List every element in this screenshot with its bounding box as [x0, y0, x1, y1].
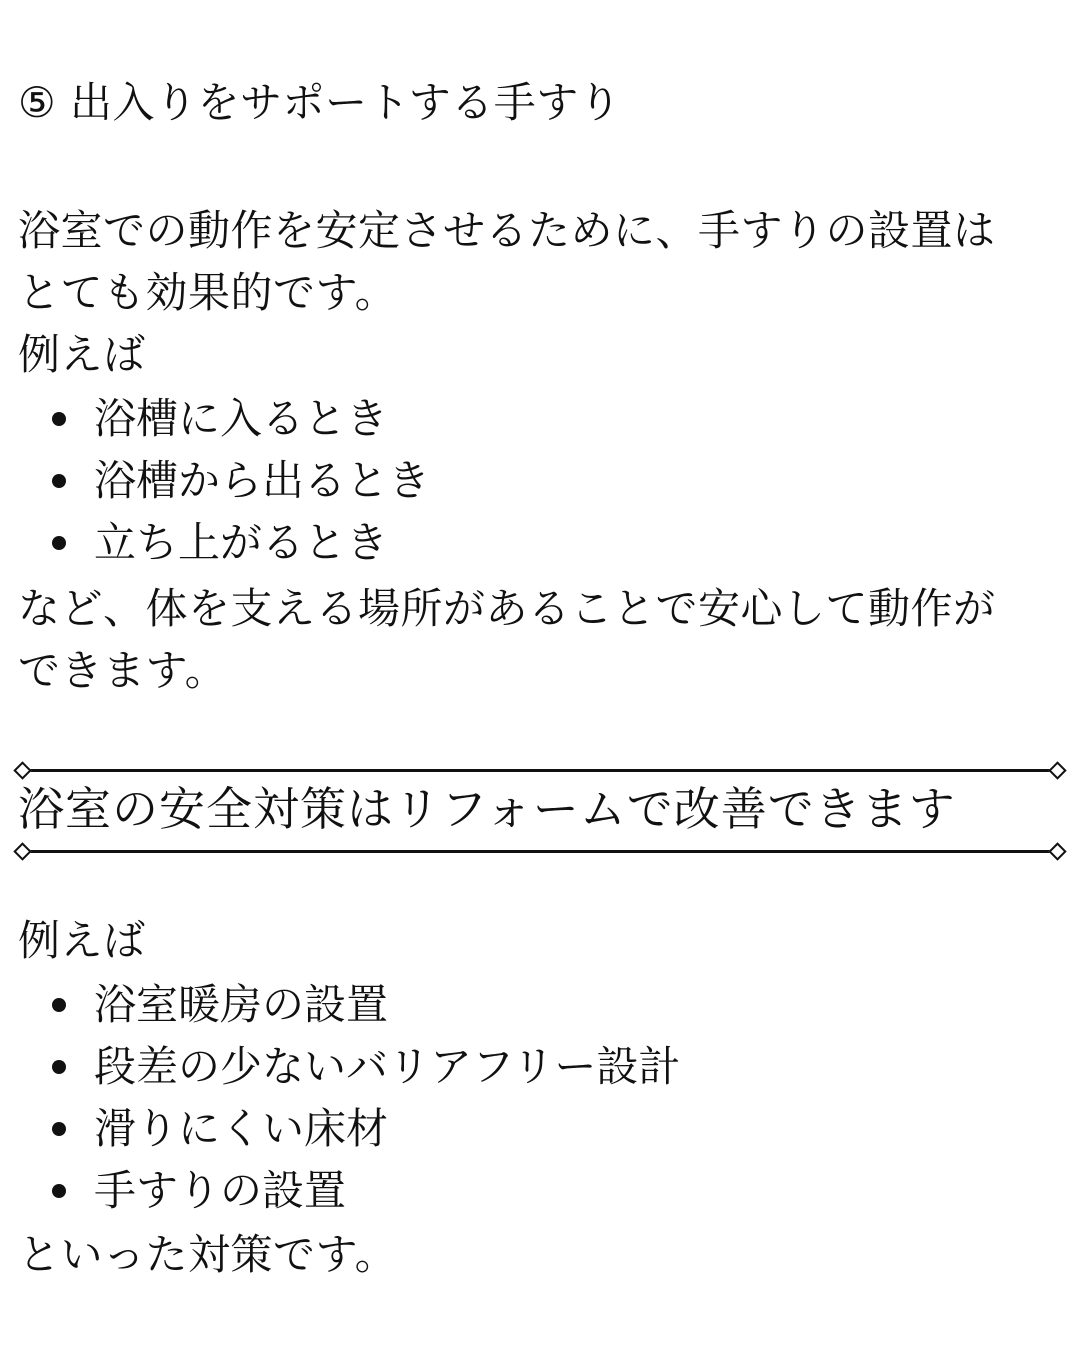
list-item-label: 手すりの設置: [94, 1166, 347, 1215]
example-label: 例えば: [18, 916, 146, 965]
list-item: [94, 456, 431, 505]
section-heading-box: [16, 760, 1064, 860]
list-item-label: 浴室暖房の設置: [94, 980, 389, 1029]
section-subheading: ⑤ 出入りをサポートする手すり: [18, 78, 622, 127]
heading-bottom-rule: [24, 850, 1056, 853]
list-item-label: 滑りにくい床材: [94, 1104, 389, 1153]
diamond-ornament-icon: [1048, 842, 1066, 860]
heading-top-rule: [24, 769, 1056, 772]
intro-text-line-1: 浴室での動作を安定させるために、手すりの設置は: [18, 206, 996, 255]
list-item-label: 浴槽に入るとき: [94, 394, 389, 443]
list-item: [94, 1104, 389, 1153]
list-item: [94, 1042, 681, 1091]
list-item: [94, 518, 389, 567]
section-heading: 浴室の安全対策はリフォームで改善できます: [18, 782, 956, 836]
bullet-icon: [52, 474, 66, 488]
diamond-ornament-icon: [1048, 761, 1066, 779]
bullet-icon: [52, 412, 66, 426]
bullet-icon: [52, 1184, 66, 1198]
example-label: 例えば: [18, 330, 146, 379]
bullet-icon: [52, 998, 66, 1012]
list-item-label: 立ち上がるとき: [94, 518, 389, 567]
closing-text-line-1: など、体を支える場所があることで安心して動作が: [18, 584, 996, 633]
bullet-icon: [52, 1060, 66, 1074]
list-item: [94, 980, 389, 1029]
list-item-label: 段差の少ないバリアフリー設計: [94, 1042, 681, 1091]
intro-text-line-2: とても効果的です。: [18, 268, 398, 317]
list-item: [94, 394, 389, 443]
closing-text: といった対策です。: [18, 1230, 398, 1279]
bullet-icon: [52, 536, 66, 550]
bullet-icon: [52, 1122, 66, 1136]
closing-text-line-2: できます。: [18, 646, 228, 695]
list-item: [94, 1166, 347, 1215]
diamond-ornament-icon: [13, 842, 31, 860]
diamond-ornament-icon: [13, 761, 31, 779]
list-item-label: 浴槽から出るとき: [94, 456, 431, 505]
